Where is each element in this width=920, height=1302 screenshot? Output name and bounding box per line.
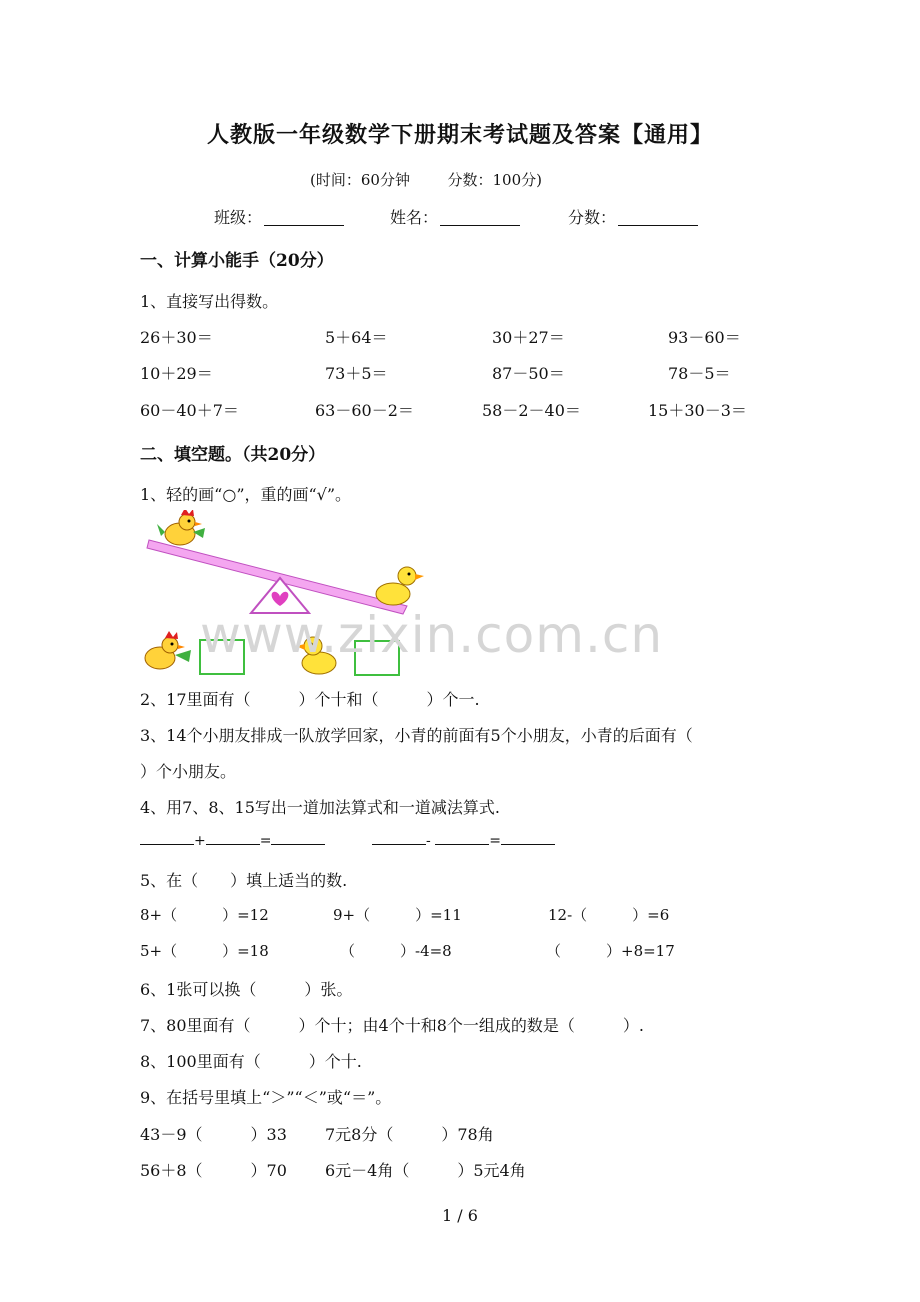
question-2-2: 2、17里面有（ ）个十和（ ）个一.: [140, 690, 480, 709]
class-blank[interactable]: [264, 209, 344, 226]
section2-heading: 二、填空题。（共20分）: [140, 445, 326, 465]
score-field: [568, 205, 698, 228]
question-2-5: 5、在（ ）填上适当的数.: [140, 871, 348, 890]
question-2-8: 8、100里面有（ ）个十.: [140, 1052, 362, 1071]
question-2-6: 6、1张可以换（ ）张。: [140, 980, 353, 999]
calc-item: 63－60－2＝: [315, 401, 414, 420]
rooster-icon: [157, 510, 205, 545]
score-total-text: 分数：100分): [447, 171, 542, 189]
compare-item: 7元8分（ ）78角: [325, 1125, 494, 1144]
question-2-3-cont: ）个小朋友。: [140, 762, 237, 781]
blank[interactable]: [140, 832, 194, 845]
question-2-9: 9、在括号里填上“＞”“＜”或“＝”。: [140, 1088, 392, 1107]
class-field: [214, 205, 344, 228]
equals-sign: =: [489, 833, 501, 849]
plus-sign: +: [194, 833, 206, 849]
rooster-icon: [145, 631, 191, 669]
question-2-4: 4、用7、8、15写出一道加法算式和一道减法算式.: [140, 798, 500, 817]
class-label: 班级：: [214, 208, 263, 227]
fill-item: （ ）+8=17: [546, 942, 675, 960]
compare-item: 6元－4角（ ）5元4角: [325, 1161, 526, 1180]
compare-item: 43－9（ ）33: [140, 1125, 287, 1144]
exam-meta: [310, 169, 542, 190]
fill-item: 5+（ ）=18: [140, 942, 269, 960]
question-2-1: 1、轻的画“○”，重的画“√”。: [140, 485, 352, 504]
blank[interactable]: [206, 832, 260, 845]
question-2-3: 3、14个小朋友排成一队放学回家，小青的前面有5个小朋友，小青的后面有（: [140, 726, 693, 745]
calc-item: 26＋30＝: [140, 328, 213, 347]
fill-item: （ ）-4=8: [340, 942, 452, 960]
score-blank[interactable]: [618, 209, 698, 226]
watermark: www.zixin.com.cn: [200, 606, 664, 664]
duck-icon: [376, 567, 424, 605]
blank[interactable]: [501, 832, 555, 845]
score-label: 分数：: [568, 208, 617, 227]
equation-blanks: [140, 832, 325, 849]
calc-item: 60－40＋7＝: [140, 401, 239, 420]
fill-item: 12-（ ）=6: [548, 906, 670, 924]
fill-item: 8+（ ）=12: [140, 906, 269, 924]
name-field: [390, 205, 520, 228]
blank[interactable]: [372, 832, 426, 845]
fill-item: 9+（ ）=11: [333, 906, 462, 924]
question-1-1: 1、直接写出得数。: [140, 292, 279, 311]
calc-item: 58－2－40＝: [482, 401, 581, 420]
calc-item: 30＋27＝: [492, 328, 565, 347]
calc-item: 10＋29＝: [140, 364, 213, 383]
page-title: 人教版一年级数学下册期末考试题及答案【通用】: [206, 122, 713, 148]
calc-item: 78－5＝: [668, 364, 731, 383]
question-2-7: 7、80里面有（ ）个十；由4个十和8个一组成的数是（ ）.: [140, 1016, 644, 1035]
minus-sign: -: [426, 833, 431, 849]
name-label: 姓名：: [390, 208, 439, 227]
equation-blanks: [372, 832, 555, 849]
page-number: 1 / 6: [442, 1206, 478, 1225]
name-blank[interactable]: [440, 209, 520, 226]
time-text: (时间：60分钟: [310, 171, 410, 189]
calc-item: 93－60＝: [668, 328, 741, 347]
calc-item: 87－50＝: [492, 364, 565, 383]
section1-heading: 一、计算小能手（20分）: [140, 251, 334, 271]
equals-sign: =: [259, 833, 272, 849]
calc-item: 73＋5＝: [325, 364, 388, 383]
blank[interactable]: [271, 832, 325, 845]
blank[interactable]: [435, 832, 489, 845]
calc-item: 5＋64＝: [325, 328, 388, 347]
compare-item: 56＋8（ ）70: [140, 1161, 287, 1180]
calc-item: 15＋30－3＝: [648, 401, 747, 420]
